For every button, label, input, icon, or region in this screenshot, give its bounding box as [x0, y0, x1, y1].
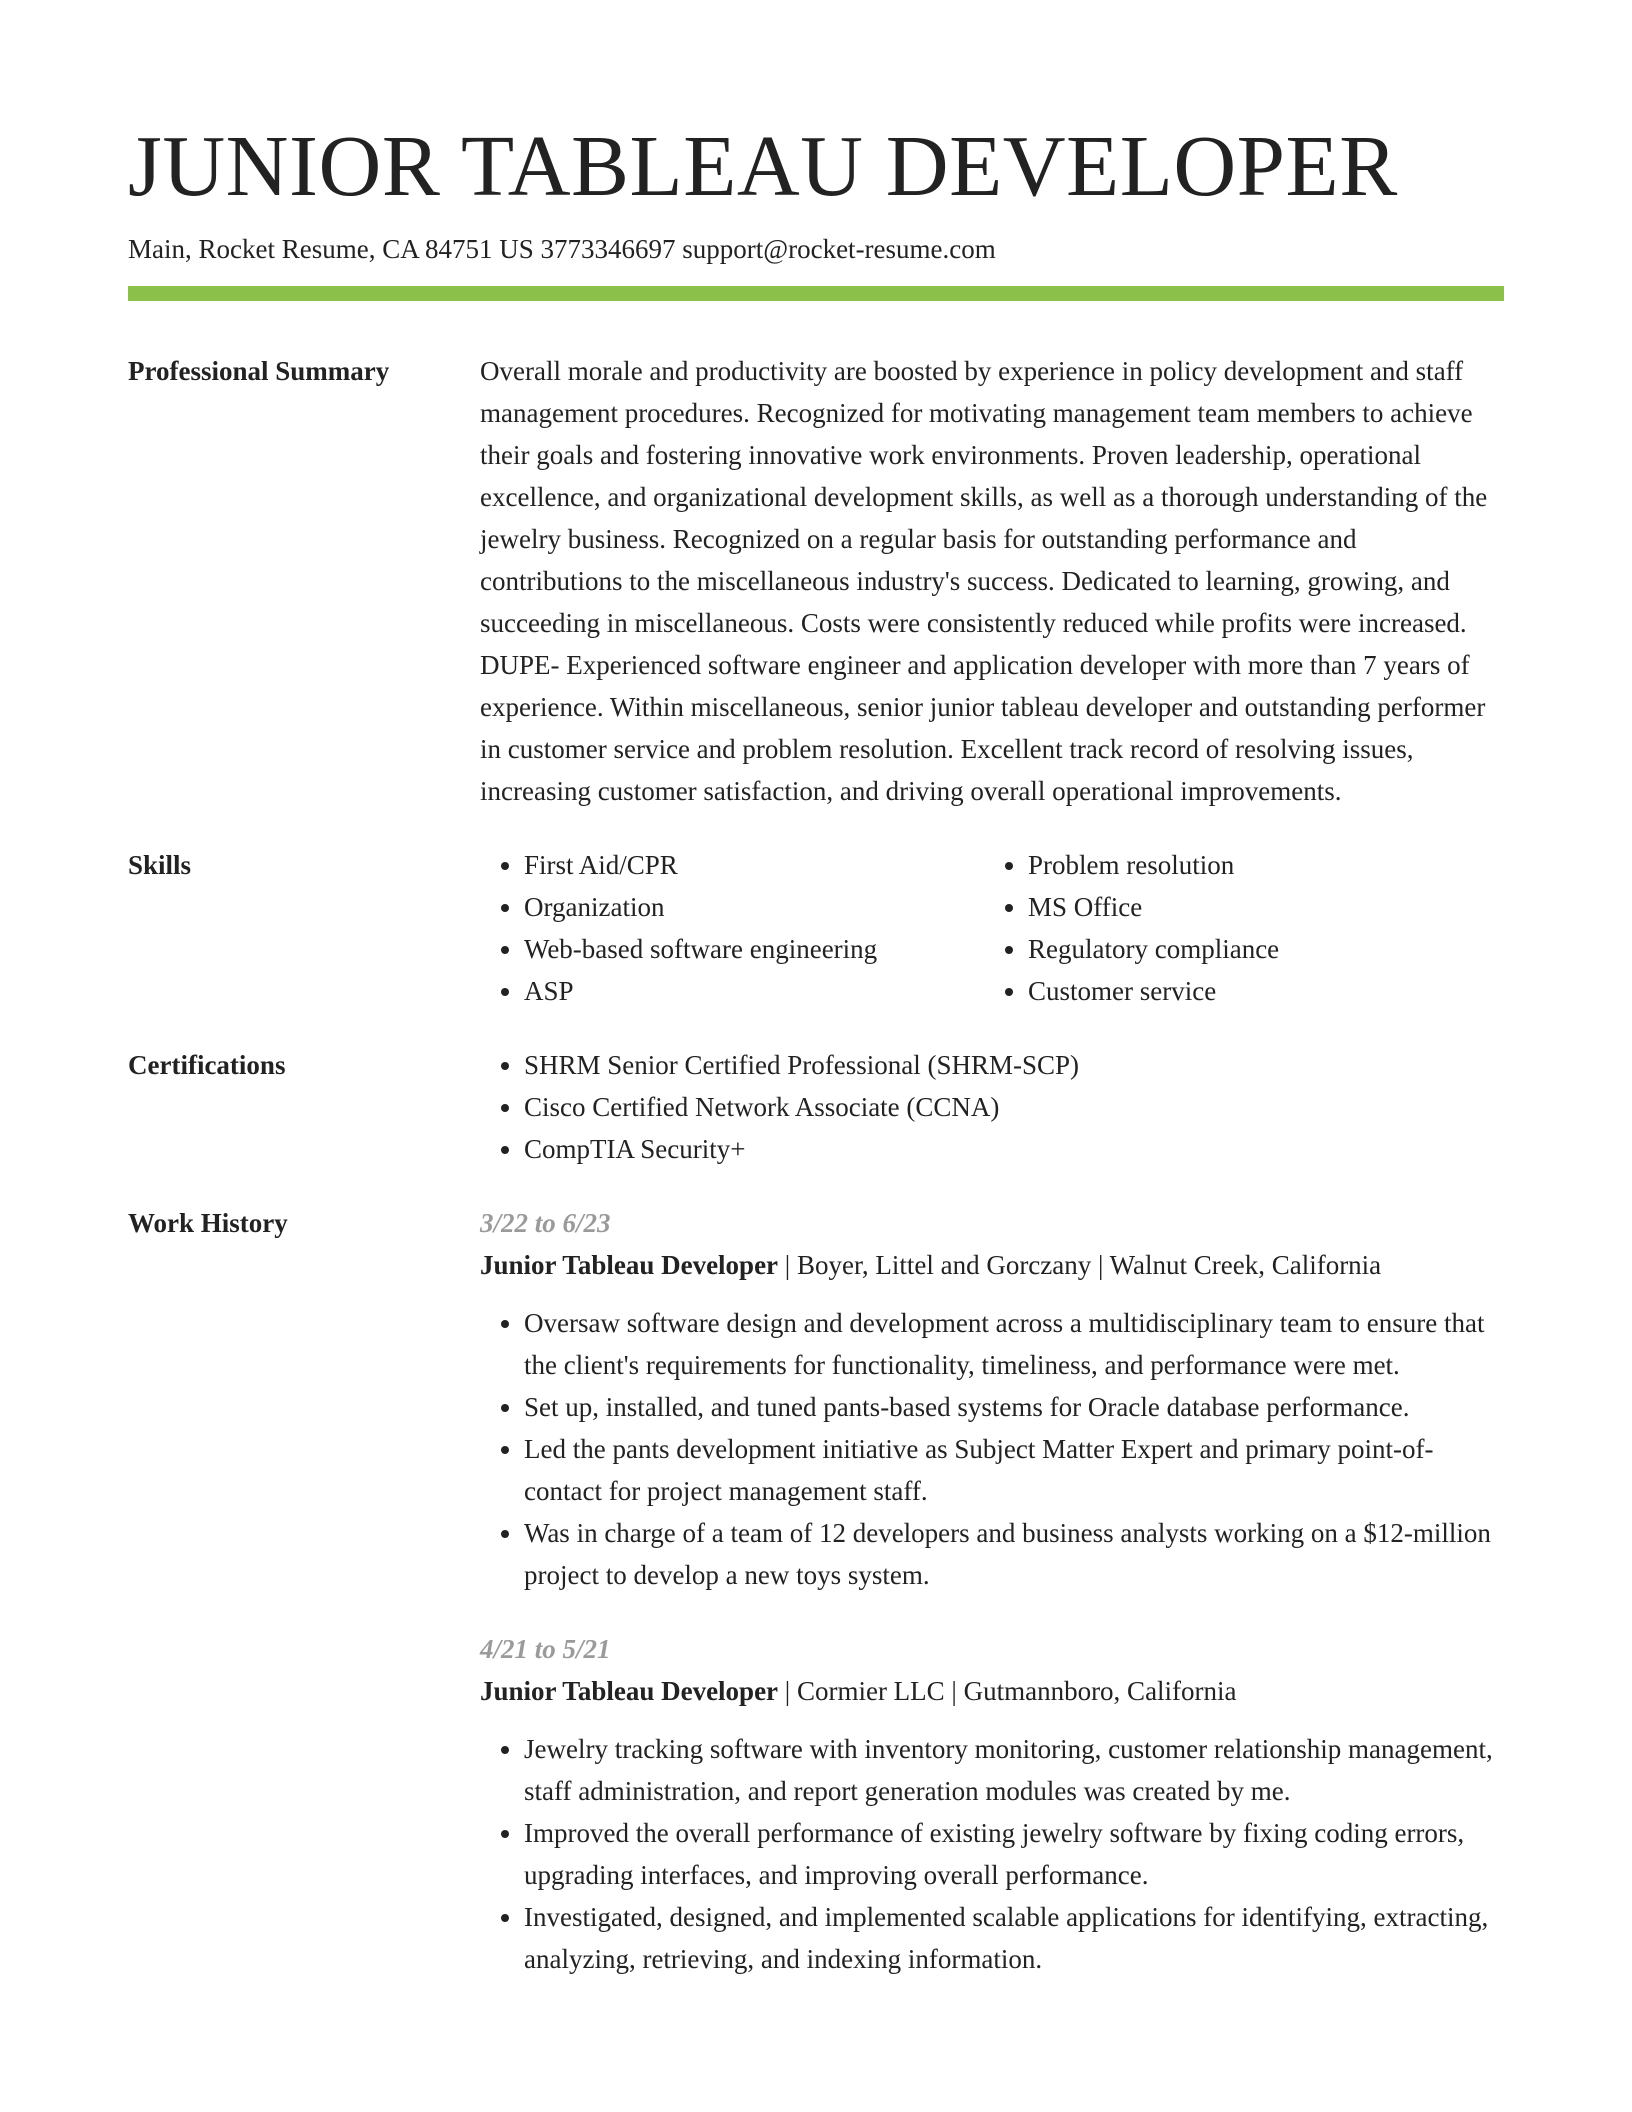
certification-item: • CompTIA Security+	[524, 1128, 1504, 1170]
job-duties-list	[480, 1728, 1504, 1980]
work-history-section	[128, 1202, 1504, 2012]
job-duties-list	[480, 1302, 1504, 1596]
job-duty-item: • Investigated, designed, and implemented scalable applications for identifying, extracting, analyzing, retrieving, and indexing information.	[524, 1896, 1504, 1980]
contact-info: Main, Rocket Resume, CA 84751 US 3773346697 support@rocket-resume.com	[128, 234, 996, 264]
job-duty-item: • Oversaw software design and development across a multidisciplinary team to ensure that the client's requirements for functionality, timeliness, and performance were met.	[524, 1302, 1504, 1386]
job-duty-item: • Led the pants development initiative as Subject Matter Expert and primary point-of-contact for project management staff.	[524, 1428, 1504, 1512]
skill-item: • Customer service	[1028, 970, 1488, 1012]
skill-item: • Problem resolution	[1028, 844, 1488, 886]
certifications-list	[480, 1044, 1504, 1170]
job-heading	[480, 1670, 1504, 1712]
job-duty-item: • Improved the overall performance of existing jewelry software by fixing coding errors, upgrading interfaces, and improving overall performance.	[524, 1812, 1504, 1896]
job-duty-item: • Jewelry tracking software with inventory monitoring, customer relationship management, staff administration, and report generation modules was created by me.	[524, 1728, 1504, 1812]
certification-item: • Cisco Certified Network Associate (CCNA)	[524, 1086, 1504, 1128]
certification-item: • SHRM Senior Certified Professional (SHRM-SCP)	[524, 1044, 1504, 1086]
job-dates: 3/22 to 6/23	[480, 1208, 611, 1238]
section-title-work-history: Work History	[128, 1208, 288, 1238]
job-duty-item: • Set up, installed, and tuned pants-based systems for Oracle database performance.	[524, 1386, 1504, 1428]
skills-grid	[480, 844, 1504, 1012]
skills-column-left	[480, 844, 984, 1012]
certifications-section	[128, 1044, 1504, 1170]
skills-list-left	[480, 844, 984, 1012]
job-entry	[480, 1202, 1504, 1596]
section-title-summary: Professional Summary	[128, 356, 390, 386]
work-history-body	[480, 1202, 1504, 2012]
section-title-skills: Skills	[128, 850, 192, 880]
header-divider	[128, 286, 1504, 301]
resume-sections	[128, 350, 1504, 2012]
resume-name: JUNIOR TABLEAU DEVELOPER	[128, 117, 1398, 214]
skill-item: • First Aid/CPR	[524, 844, 984, 886]
job-dates: 4/21 to 5/21	[480, 1634, 611, 1664]
skill-item: • ASP	[524, 970, 984, 1012]
skill-item: • Regulatory compliance	[1028, 928, 1488, 970]
skill-item: • MS Office	[1028, 886, 1488, 928]
job-employer-location: | Boyer, Littel and Gorczany | Walnut Creek, California	[778, 1250, 1382, 1280]
summary-text: Overall morale and productivity are boosted by experience in policy development and staff management procedures. Recognized for motivating management team members to achieve their goals and fostering innovative work environments. Proven leadership, operational excellence, and organizational development skills, as well as a thorough understanding of the jewelry business. Recognized on a regular basis for outstanding performance and contributions to the miscellaneous industry's success. Dedicated to learning, growing, and succeeding in miscellaneous. Costs were consistently reduced while profits were increased. DUPE- Experienced software engineer and application developer with more than 7 years of experience. Within miscellaneous, senior junior tableau developer and outstanding performer in customer service and problem resolution. Excellent track record of resolving issues, increasing customer satisfaction, and driving overall operational improvements.	[480, 356, 1488, 806]
job-heading	[480, 1244, 1504, 1286]
skills-section	[128, 844, 1504, 1012]
job-title: Junior Tableau Developer	[480, 1676, 779, 1706]
skills-list-right	[984, 844, 1488, 1012]
job-duty-item: • Was in charge of a team of 12 developers and business analysts working on a $12-million project to develop a new toys system.	[524, 1512, 1504, 1596]
professional-summary-section	[128, 350, 1504, 812]
summary-body	[480, 350, 1504, 812]
certifications-body	[480, 1044, 1504, 1170]
job-employer-location: | Cormier LLC | Gutmannboro, California	[778, 1676, 1237, 1706]
skill-item: • Organization	[524, 886, 984, 928]
skills-column-right	[984, 844, 1488, 1012]
job-title: Junior Tableau Developer	[480, 1250, 779, 1280]
skills-body	[480, 844, 1504, 1012]
skill-item: • Web-based software engineering	[524, 928, 984, 970]
job-entry	[480, 1628, 1504, 1980]
section-title-certifications: Certifications	[128, 1050, 286, 1080]
